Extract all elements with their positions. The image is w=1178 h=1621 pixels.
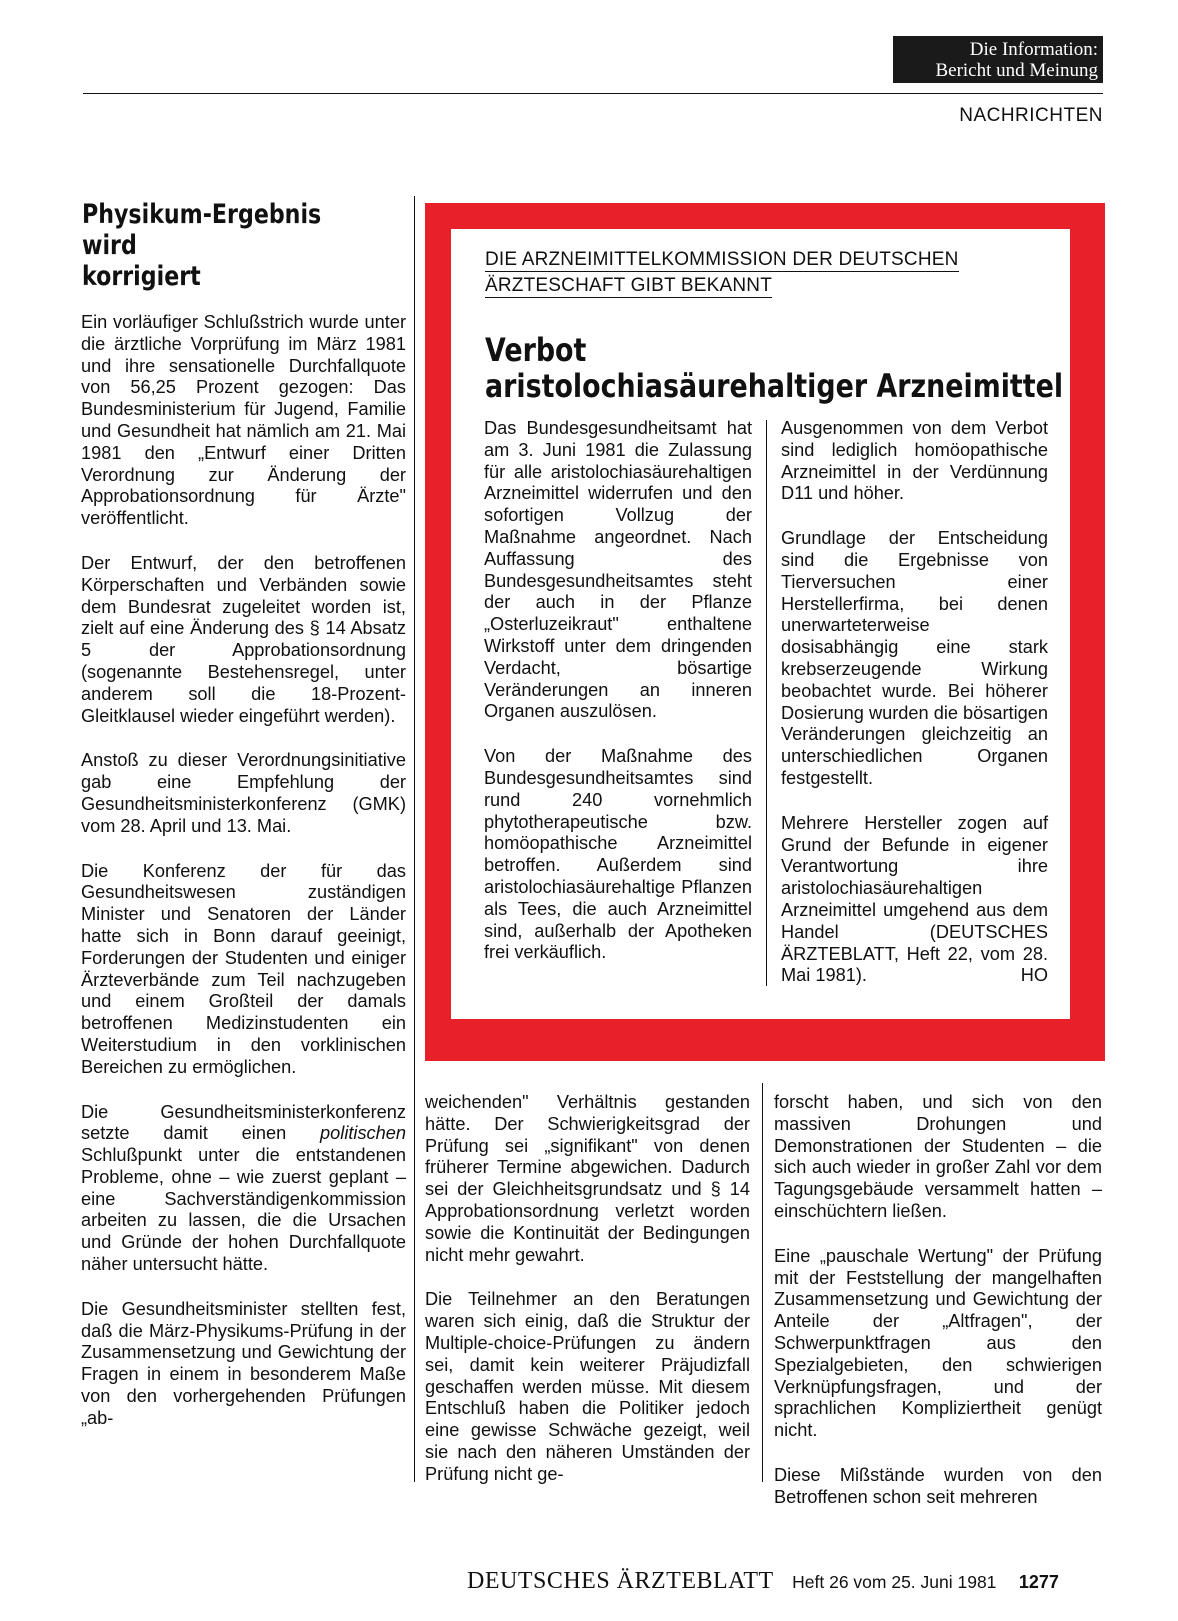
column-rule-right (762, 1083, 763, 1482)
badge-line-1: Die Information: (969, 39, 1098, 60)
paragraph (81, 1102, 406, 1276)
paragraph: Der Entwurf, der den betroffenen Körperschaften und Verbänden sowie dem Bundesrat zugeleitet worden ist, zielt auf eine Änderung des § 14 Absatz 5 der Approbationsordnung (sogenannte Bestehensregel, unter anderem soll die 18-Prozent-Gleitklausel wieder eingeführt werden). (81, 552, 406, 726)
announcement-kicker (485, 247, 1045, 299)
journal-name: DEUTSCHES ÄRZTEBLATT (467, 1568, 774, 1594)
article-title (82, 199, 344, 292)
announcement-column-2 (781, 418, 1048, 987)
article-column-2 (425, 1092, 750, 1509)
paragraph: Von der Maßnahme des Bundesgesundheitsamtes sind rund 240 vornehmlich phytotherapeutische bzw. homöopathische Arzneimittel betroffen. Außerdem sind aristolochiasäurehaltige Pflanzen als Tees, die auch Arzneimittel sind, außerhalb der Apotheken frei verkäuflich. (484, 746, 752, 963)
text-run: Schlußpunkt unter die entstandenen Probleme, ohne – wie zuerst geplant – eine Sachverständigenkommission arbeiten zu lassen, die die Ursachen und Gründe der hohen Durchfallquote näher untersucht hätte. (81, 1145, 406, 1275)
article-title-line-1: Physikum-Ergebnis (82, 199, 322, 230)
page-number: 1277 (1018, 1572, 1059, 1592)
paragraph: Die Teilnehmer an den Beratungen waren sich einig, daß die Struktur der Multiple-choice-Prüfungen zu ändern sei, damit kein weiterer Präjudizfall geschaffen werden müsse. Mit diesem Entschluß haben die Politiker jedoch eine gewisse Schwäche gezeigt, weil sie nach den näheren Umständen der Prüfung nicht ge- (425, 1289, 750, 1484)
article-title-line-2: wird (82, 230, 137, 261)
paragraph: Anstoß zu dieser Verordnungsinitiative gab eine Empfehlung der Gesundheitsministerkonferenz (GMK) vom 28. April und 13. Mai. (81, 750, 406, 836)
paragraph: Ausgenommen von dem Verbot sind lediglich homöopathische Arzneimittel in der Verdünnung D11 und höher. (781, 418, 1048, 504)
emphasis: politischen (320, 1123, 406, 1144)
paragraph: Diese Mißstände wurden von den Betroffenen schon seit mehreren (774, 1464, 1102, 1507)
article-column-1 (81, 312, 406, 1453)
paragraph: Die Konferenz der für das Gesundheitswesen zuständigen Minister und Senatoren der Länder hatte sich in Bonn darauf geeinigt, Forderungen der Studenten und einiger Ärzteverbände zum Teil nachzugeben und einem Großteil der damals betroffenen Medizinstudenten ein Weiterstudium in den vorklinischen Bereichen zu ermöglichen. (81, 860, 406, 1077)
article-column-3 (774, 1092, 1102, 1532)
announcement-title-line-1: Verbot (485, 331, 587, 369)
paragraph: Das Bundesgesundheitsamt hat am 3. Juni 1981 die Zulassung für alle aristolochiasäurehaltigen Arzneimittel widerrufen und den sofortigen Vollzug der Maßnahme angeordnet. Nach Auffassung des Bundesgesundheitsamtes steht der auch in der Pflanze „Osterluzeikraut" enthaltene Wirkstoff unter dem dringenden Verdacht, bösartige Veränderungen an inneren Organen auszulösen. (484, 418, 752, 722)
paragraph: Die Gesundheitsminister stellten fest, daß die März-Physikums-Prüfung in der Zusammensetzung und Gewichtung der Fragen in einem in besonderem Maße von den vorhergehenden Prüfungen „ab- (81, 1298, 406, 1428)
paragraph: forscht haben, und sich von den massiven Drohungen und Demonstrationen der Studenten – die sich auch wieder in großer Zahl vor dem Tagungsgebäude versammelt hatten – einschüchtern ließen. (774, 1092, 1102, 1221)
paragraph: Eine „pauschale Wertung" der Prüfung mit der Feststellung der mangelhaften Zusammensetzung und Gewichtung der Anteile der „Altfragen", der Schwerpunktfragen aus den Spezialgebieten, den schwierigen Verknüpfungsfragen, und der sprachlichen Kompliziertheit genügt nicht. (774, 1245, 1102, 1441)
page-footer (467, 1568, 1107, 1595)
kicker-line-2: ÄRZTESCHAFT GIBT BEKANNT (485, 275, 773, 296)
badge-line-2: Bericht und Meinung (935, 60, 1098, 81)
announcement-column-1 (484, 418, 752, 987)
text-run: Die Gesundheitsministerkonferenz setzte damit einen (81, 1101, 406, 1144)
paragraph: Ein vorläufiger Schlußstrich wurde unter die ärztliche Vorprüfung im März 1981 und ihre sensationelle Durchfallquote von 56,25 Prozent gezogen: Das Bundesministerium für Jugend, Familie und Gesundheit hat nämlich am 21. Mai 1981 den „Entwurf einer Dritten Verordnung zur Änderung der Approbationsordnung für Ärzte" veröffentlicht. (81, 312, 406, 529)
kicker-line-1: DIE ARZNEIMITTELKOMMISSION DER DEUTSCHEN (485, 249, 959, 270)
section-badge (893, 36, 1103, 83)
announcement-column-rule (766, 420, 767, 986)
paragraph (781, 813, 1048, 987)
column-rule-left (414, 196, 415, 1482)
header-rule (83, 93, 1103, 94)
author-signature: HO (1020, 965, 1048, 986)
paragraph: Grundlage der Entscheidung sind die Ergebnisse von Tierversuchen einer Herstellerfirma, bei denen unerwarteterweise dosisabhängig eine stark krebserzeugende Wirkung beobachtet wurde. Bei höherer Dosierung wurden die bösartigen Veränderungen gleichzeitig an unterschiedlichen Organen festgestellt. (781, 528, 1048, 788)
article-title-line-3: korrigiert (82, 261, 201, 292)
section-label: NACHRICHTEN (959, 105, 1103, 126)
text-run: Mehrere Hersteller zogen auf Grund der Befunde in eigener Verantwortung ihre aristolochiasäurehaltigen Arzneimittel umgehend aus dem Handel (DEUTSCHES ÄRZTEBLATT, Heft 22, vom 28. Mai 1981). (781, 812, 1048, 986)
paragraph: weichenden" Verhältnis gestanden hätte. Der Schwierigkeitsgrad der Prüfung sei „signifikant" von denen früherer Termine abgewichen. Dadurch sei der Gleichheitsgrundsatz und § 14 Approbationsordnung verletzt worden sowie die Kontinuität der Bedingungen nicht mehr gewahrt. (425, 1092, 750, 1265)
announcement-title-line-2: aristolochiasäurehaltiger Arzneimittel (485, 367, 1064, 405)
announcement-title (485, 332, 1073, 404)
issue-info: Heft 26 vom 25. Juni 1981 (792, 1572, 997, 1592)
